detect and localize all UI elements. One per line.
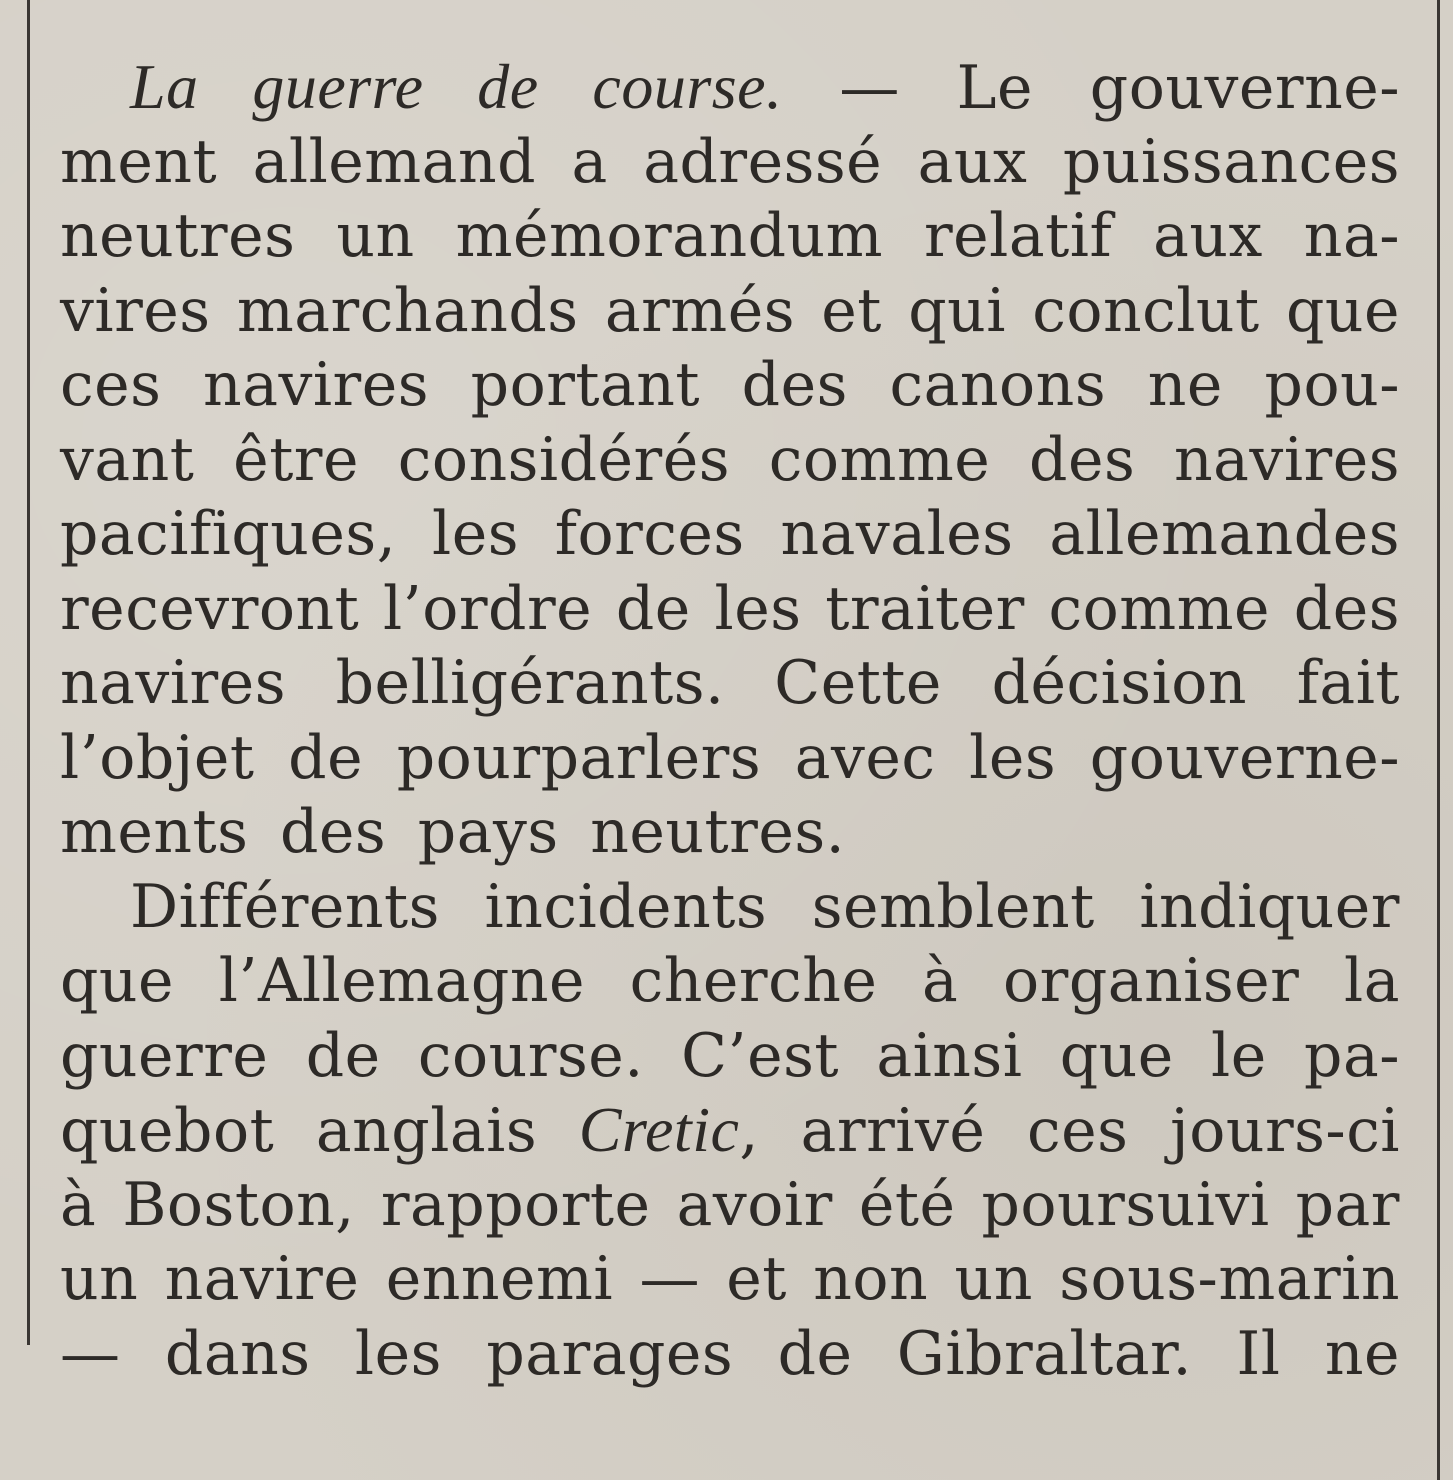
paragraph-line: La guerre de course. — Le gouverne- [130, 51, 1400, 123]
paragraph-line: un navire ennemi — et non un sous-marin [60, 1244, 1400, 1314]
paragraph-line: l’objet de pourparlers avec les gouverne- [60, 722, 1400, 793]
paragraph-line: guerre de course. C’est ainsi que le pa- [60, 1020, 1400, 1091]
paragraph-1 [60, 50, 1400, 870]
column-rule-left [27, 0, 30, 1345]
paragraph-line: Différents incidents semblent indiquer [130, 871, 1400, 942]
paragraph-line: à Boston, rapporte avoir été poursuivi par [60, 1169, 1400, 1240]
ship-name: Cretic [578, 1094, 740, 1165]
paragraph-line: ces navires portant des canons ne pou- [60, 350, 1400, 420]
paragraph-line: vires marchands armés et qui conclut que [60, 275, 1400, 346]
paragraph-2 [60, 870, 1400, 1392]
paragraph-line: ments des pays neutres. [60, 797, 846, 867]
paragraph-line: que l’Allemagne cherche à organiser la [60, 946, 1400, 1016]
paragraph-line: pacifiques, les forces navales allemandes [60, 499, 1400, 569]
paragraph-line: neutres un mémorandum relatif aux na- [60, 201, 1400, 271]
paragraph-line: navires belligérants. Cette décision fait [60, 648, 1400, 718]
article-column [60, 50, 1400, 1391]
paragraph-line: ment allemand a adressé aux puissances [60, 126, 1400, 197]
paragraph-line: — dans les parages de Gibraltar. Il ne [60, 1318, 1400, 1389]
paragraph-line: quebot anglais Cretic, arrivé ces jours-ci [60, 1094, 1400, 1166]
column-rule-right [1437, 0, 1440, 1480]
paragraph-line: vant être considérés comme des navires [60, 424, 1400, 495]
article-heading: La guerre de course. [130, 51, 783, 122]
paragraph-line: recevront l’ordre de les traiter comme des [60, 573, 1400, 644]
